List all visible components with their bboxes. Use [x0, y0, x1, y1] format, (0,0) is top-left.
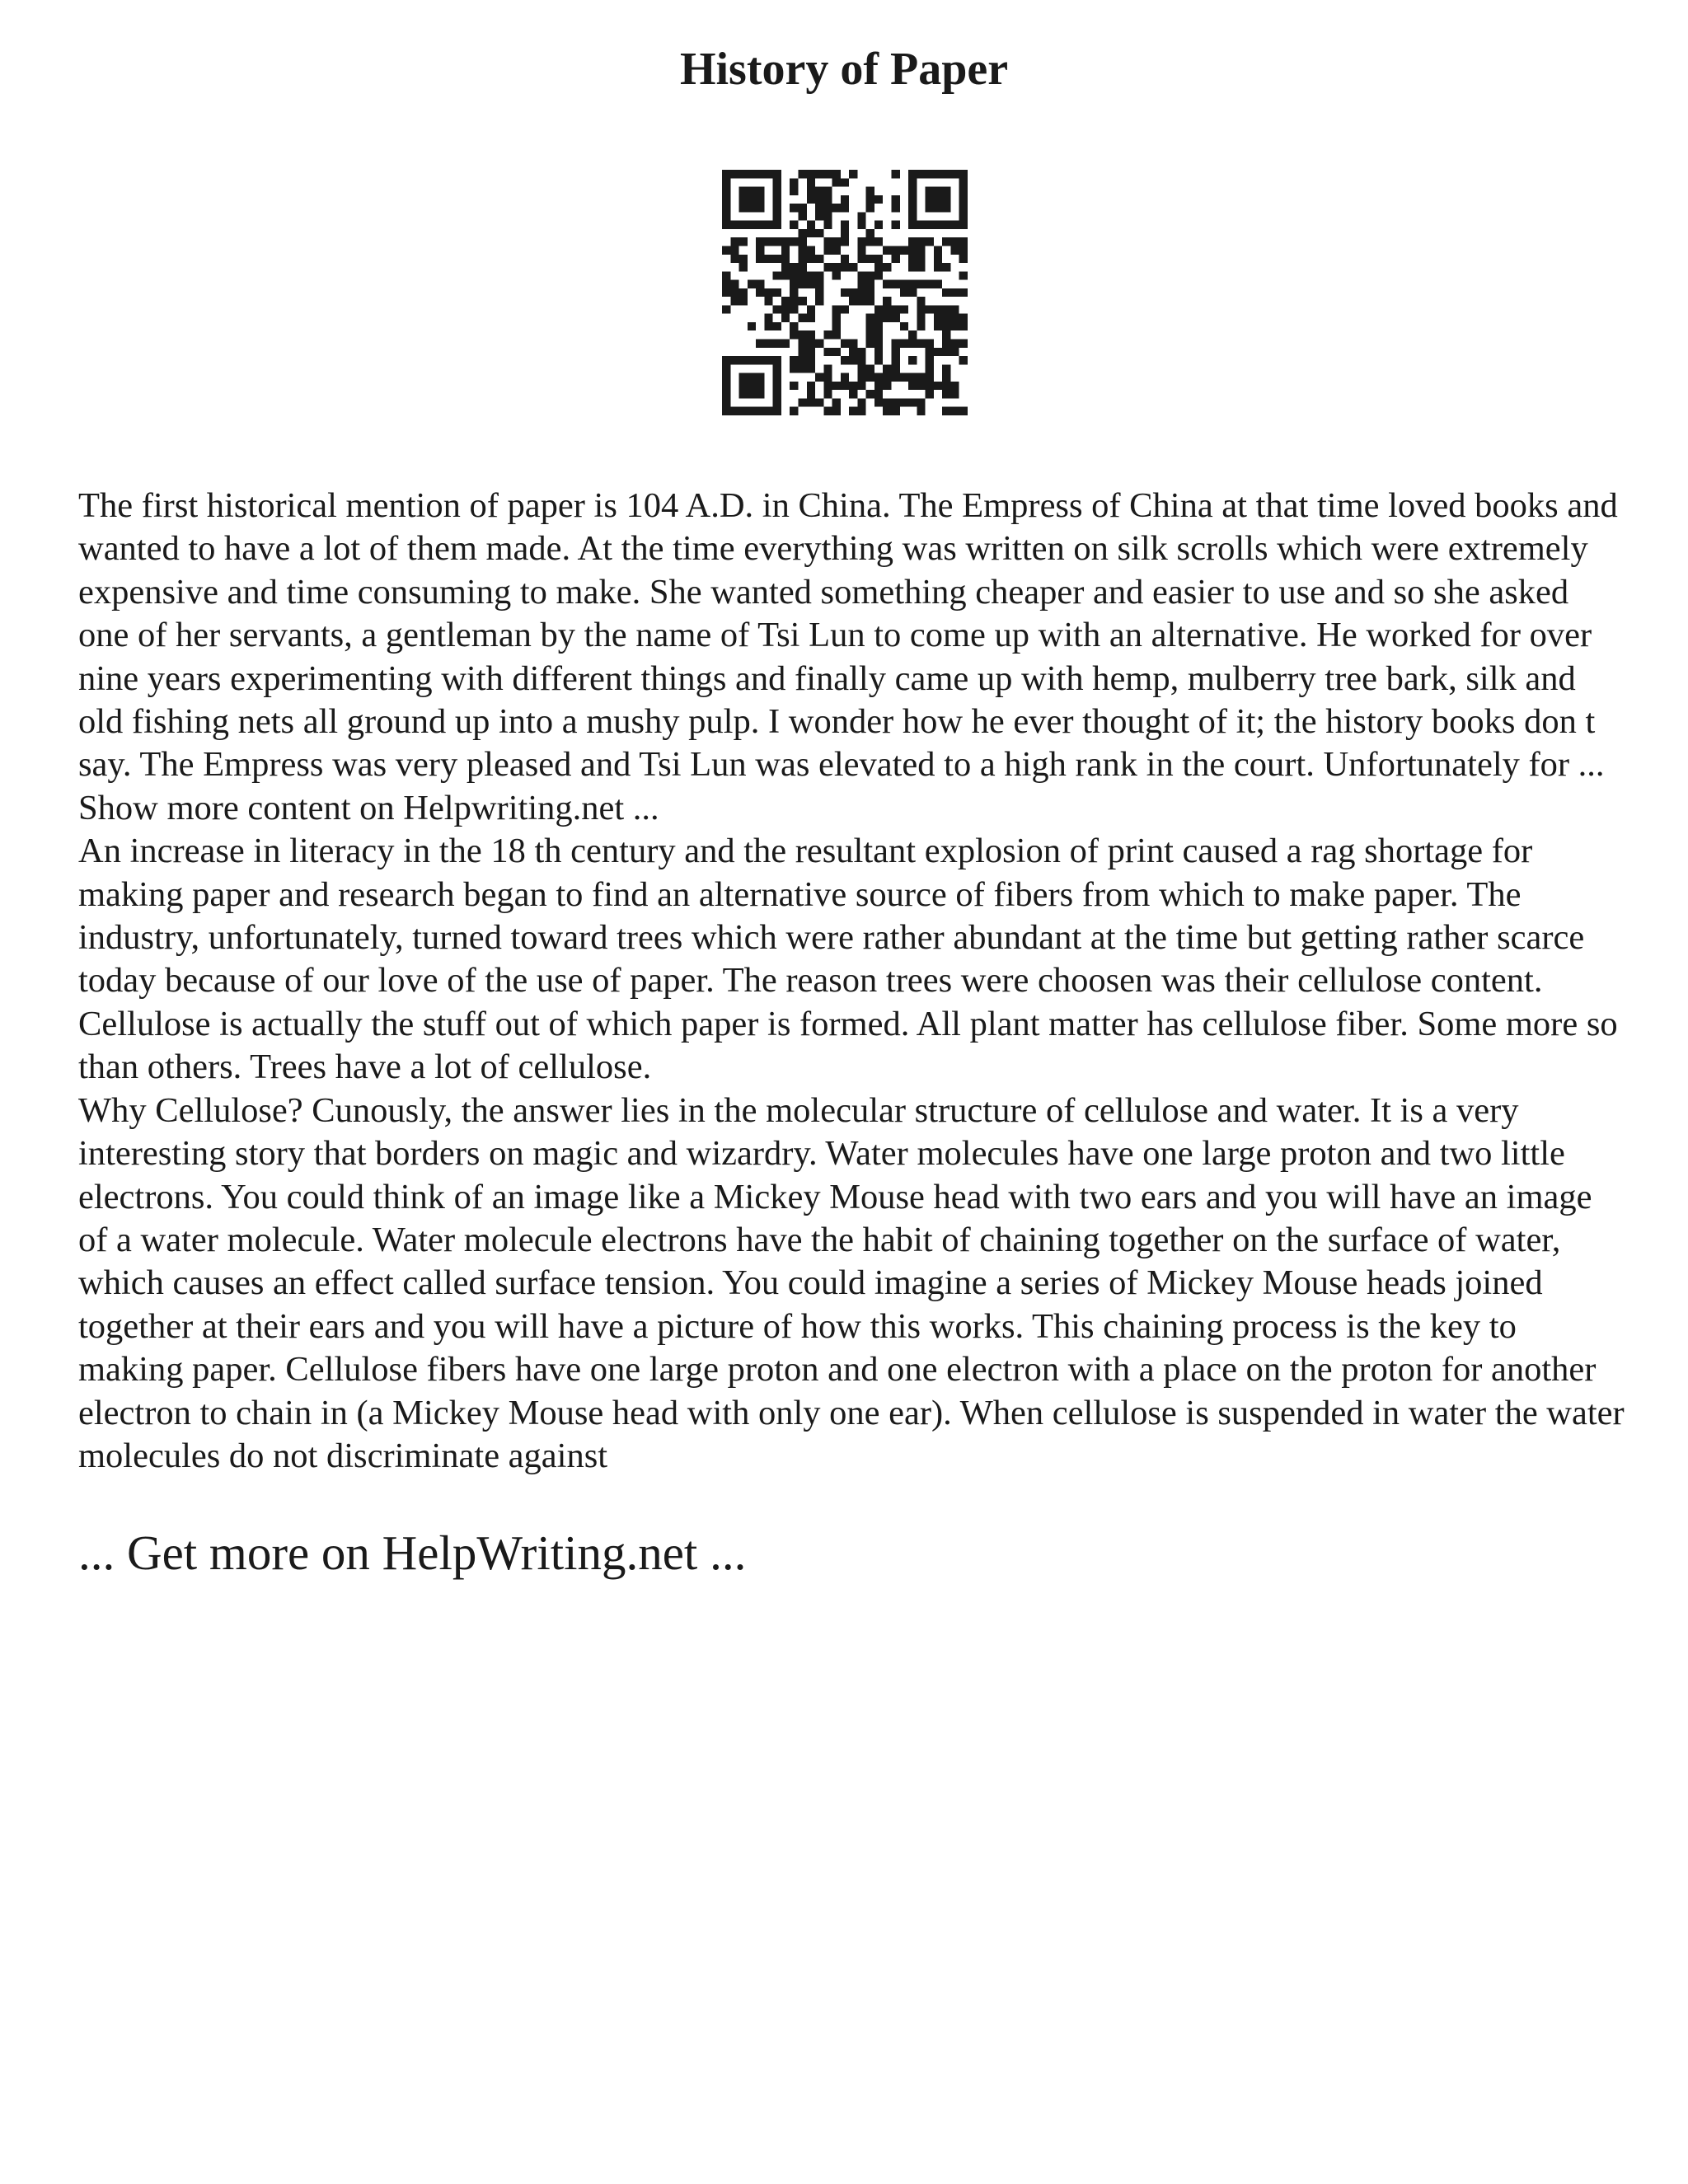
article-body — [78, 485, 1628, 1478]
paragraph-2: An increase in literacy in the 18 th century and the resultant explosion of print caused a rag shortage for making paper and research began to find an alternative source of fibers from which to make paper. The industry, unfortunately, turned toward trees which were rather abundant at the time but getting rather scarce today because of our love of the use of paper. The reason trees were choosen was their cellulose content. Cellulose is actually the stuff out of which paper is formed. All plant matter has cellulose fiber. Some more so than others. Trees have a lot of cellulose. — [78, 832, 1618, 1087]
paragraph-1: The first historical mention of paper is 104 A.D. in China. The Empress of China at that time loved books and wanted to have a lot of them made. At the time everything was written on silk scrolls which were extremely expensive and time consuming to make. She wanted something cheaper and easier to use and so she asked one of her servants, a gentleman by the name of Tsi Lun to come up with an alternative. He worked for over nine years experimenting with different things and finally came up with hemp, mulberry tree bark, silk and old fishing nets all ground up into a mushy pulp. I wonder how he ever thought of it; the history books don t say. The Empress was very pleased and Tsi Lun was elevated to a high rank in the court. Unfortunately for ... Show more content on Helpwriting.net ... — [78, 486, 1618, 827]
get-more-link[interactable]: ... Get more on HelpWriting.net ... — [78, 1526, 747, 1580]
page-title: History of Paper — [679, 44, 1009, 95]
qr-code-icon — [722, 170, 968, 415]
paragraph-3: Why Cellulose? Cunously, the answer lies in the molecular structure of cellulose and water. It is a very interesting story that borders on magic and wizardry. Water molecules have one large proton and two little electrons. You could think of an image like a Mickey Mouse head with two ears and you will have an image of a water molecule. Water molecule electrons have the habit of chaining together on the surface of water, which causes an effect called surface tension. You could imagine a series of Mickey Mouse heads joined together at their ears and you will have a picture of how this works. This chaining process is the key to making paper. Cellulose fibers have one large proton and one electron with a place on the proton for another electron to chain in (a Mickey Mouse head with only one ear). When cellulose is suspended in water the water molecules do not discriminate against — [78, 1090, 1625, 1475]
